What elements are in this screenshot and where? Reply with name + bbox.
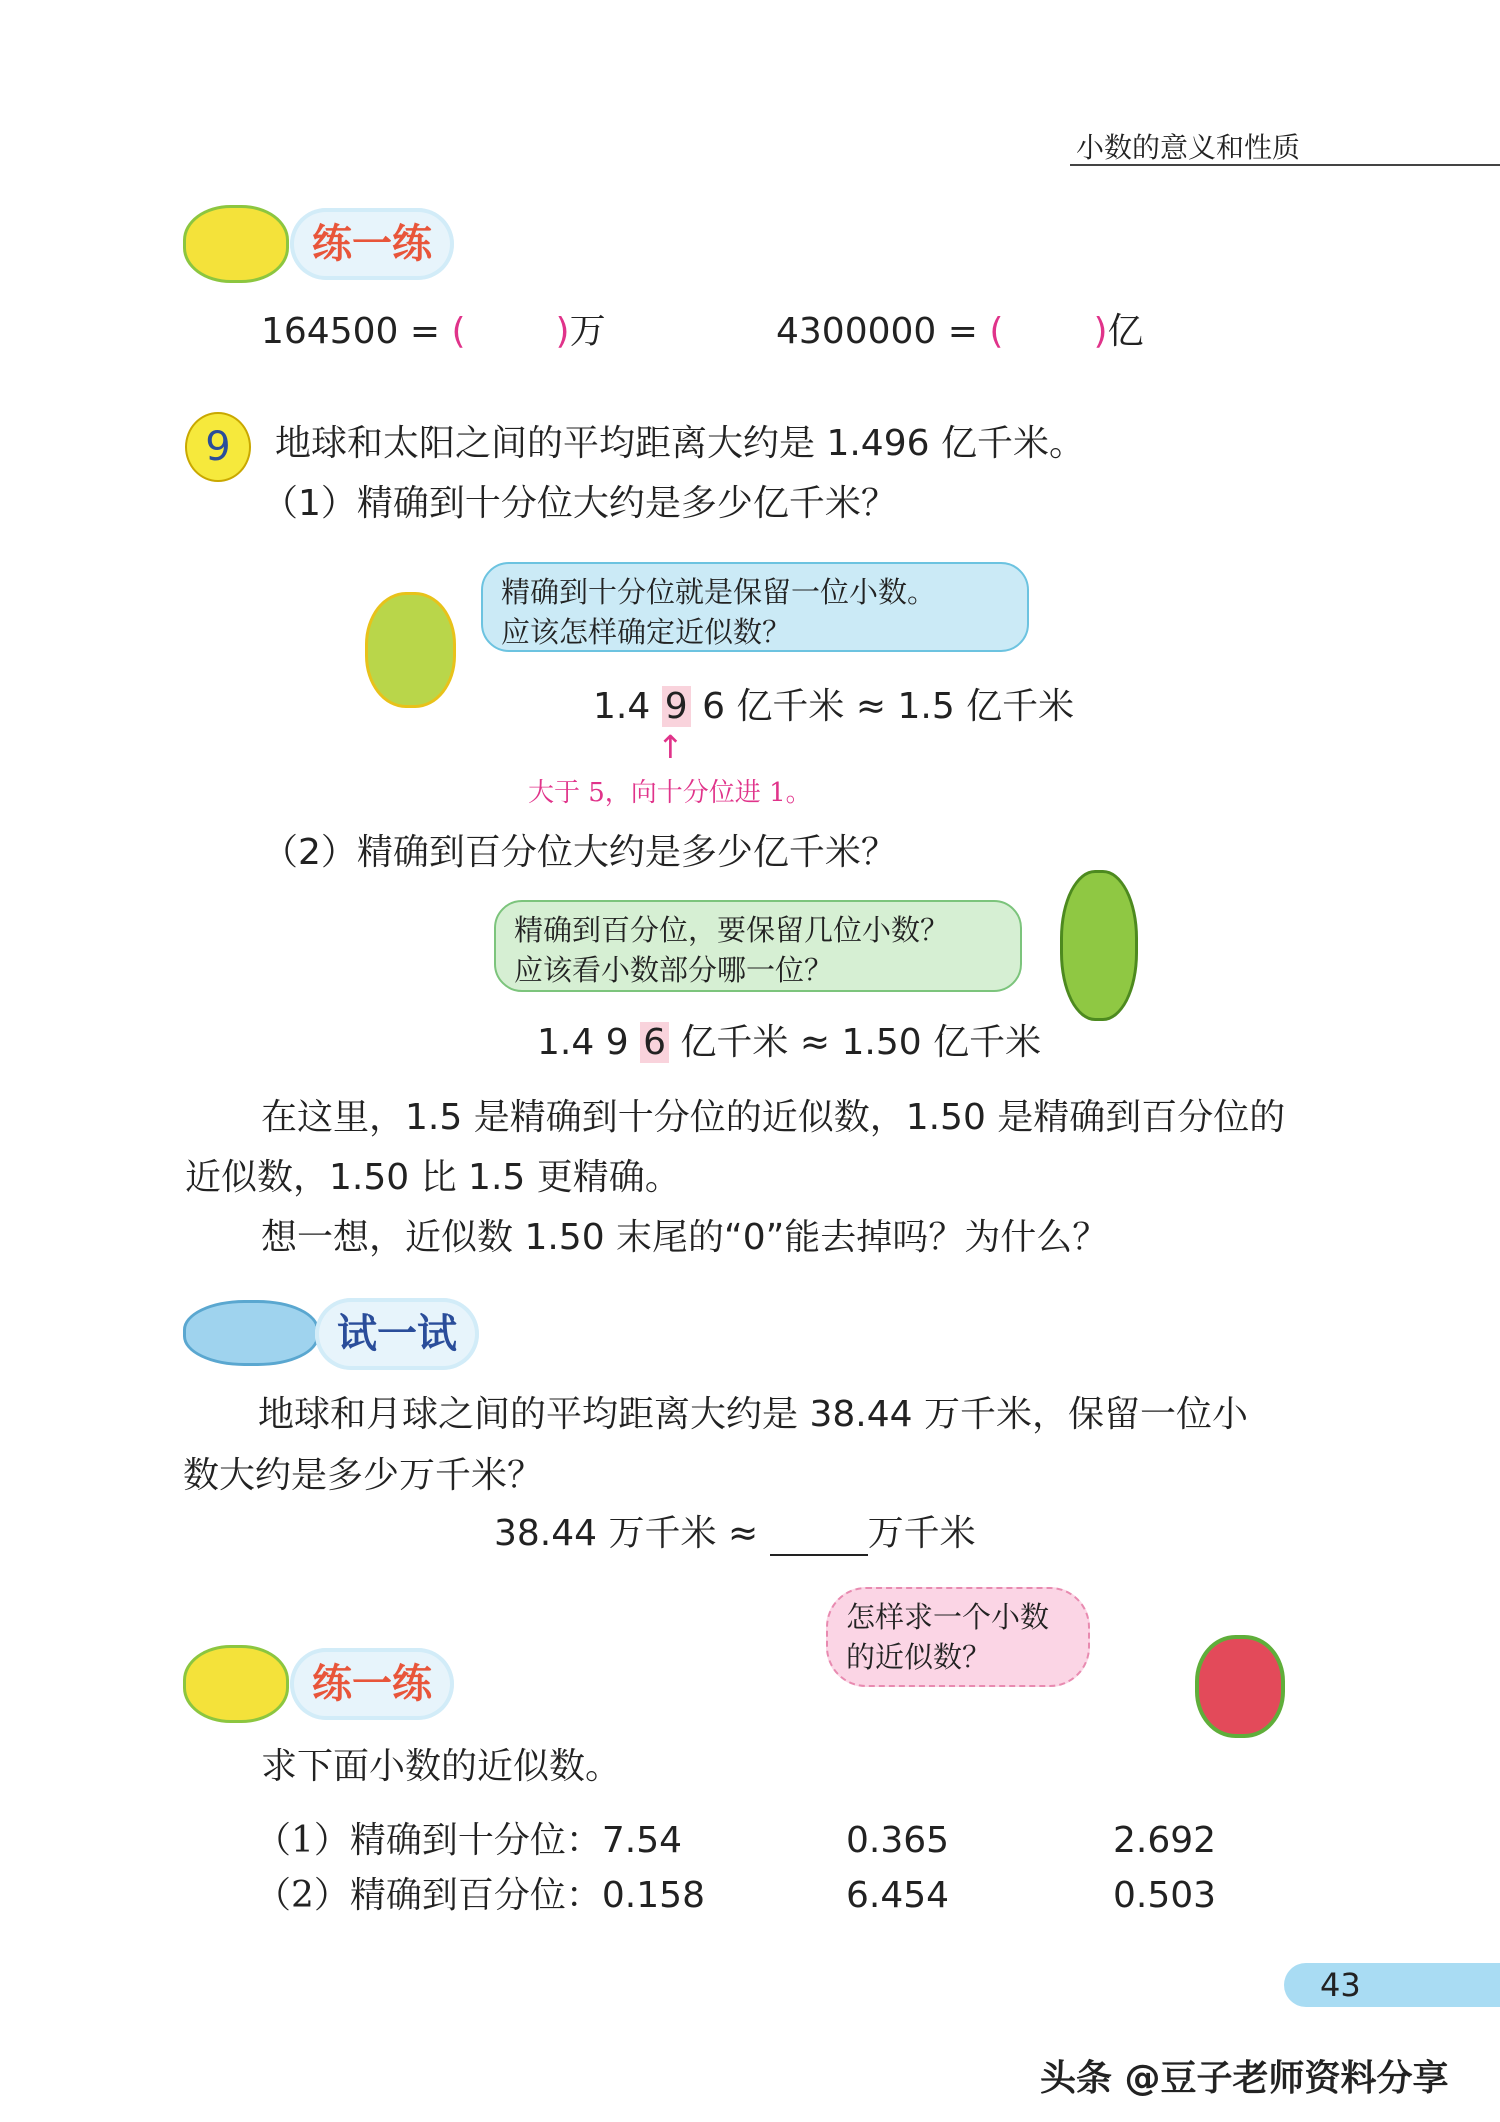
bubble-line: 精确到十分位就是保留一位小数。 (501, 575, 937, 609)
highlighted-digit: 6 (640, 1022, 669, 1063)
question-2: （2）精确到百分位大约是多少亿千米？ (262, 832, 897, 873)
formula-part: 1.4 (593, 686, 651, 727)
paragraph: 地球和月球之间的平均距离大约是 38.44 万千米，保留一位小 (258, 1394, 1248, 1435)
practice-badge: 练一练 (290, 1648, 454, 1720)
paragraph: 数大约是多少万千米？ (183, 1455, 544, 1496)
practice-badge: 练一练 (290, 208, 454, 280)
chick-motorbike-icon (183, 1645, 289, 1723)
instruction: 求下面小数的近似数。 (261, 1746, 622, 1787)
radish-character-icon (1195, 1635, 1285, 1738)
eq-left: 38.44 万千米 ≈ (494, 1513, 759, 1554)
formula-2 (537, 1021, 1041, 1065)
chapter-title: 小数的意义和性质 (1076, 131, 1301, 164)
question-1: （1）精确到十分位大约是多少亿千米？ (262, 483, 897, 524)
eq2-unit: 亿 (1107, 311, 1144, 352)
eq1-left: 164500 = (261, 311, 441, 352)
eq1-unit: 万 (569, 311, 606, 352)
eq2-left: 4300000 = (776, 311, 978, 352)
bubble-line: 应该看小数部分哪一位？ (514, 953, 834, 987)
answer-blank[interactable] (770, 1518, 868, 1556)
equation-2 (776, 310, 1144, 354)
eq-unit: 万千米 (867, 1513, 976, 1554)
bean-character-icon (1060, 870, 1138, 1021)
equation-1 (261, 310, 606, 354)
page-number: 43 (1284, 1963, 1500, 2007)
exercise-row (255, 1874, 705, 1918)
try-equation (494, 1512, 976, 1556)
corn-character-icon (365, 592, 456, 708)
value: 2.692 (1113, 1820, 1217, 1861)
example-number-badge: 9 (185, 412, 251, 482)
bubble-line: 精确到百分位，要保留几位小数？ (514, 913, 950, 947)
row-label: （1）精确到十分位： (255, 1820, 602, 1861)
paren-close: ) (1093, 311, 1108, 352)
value: 0.158 (601, 1875, 705, 1916)
paragraph: 在这里，1.5 是精确到十分位的近似数，1.50 是精确到百分位的 (261, 1097, 1286, 1138)
speech-bubble-1 (481, 562, 1029, 652)
formula-part: 亿千米 ≈ 1.50 亿千米 (680, 1022, 1042, 1063)
bubble-line: 应该怎样确定近似数？ (501, 615, 792, 649)
row-label: （2）精确到百分位： (255, 1875, 602, 1916)
bubble-line: 的近似数？ (846, 1640, 992, 1674)
formula-1 (593, 685, 1074, 729)
rounding-note: 大于 5，向十分位进 1。 (528, 778, 812, 808)
thought-bubble (826, 1587, 1090, 1687)
formula-part: 1.4 9 (537, 1022, 629, 1063)
paren-close: ) (555, 311, 570, 352)
header-divider (1070, 164, 1500, 166)
value: 6.454 (846, 1875, 950, 1916)
value: 7.54 (601, 1820, 683, 1861)
paragraph: 想一想，近似数 1.50 末尾的“0”能去掉吗？为什么？ (261, 1217, 1109, 1258)
example-statement: 地球和太阳之间的平均距离大约是 1.496 亿千米。 (275, 423, 1085, 464)
formula-part: 6 亿千米 ≈ 1.5 亿千米 (702, 686, 1075, 727)
paren-open: ( (451, 311, 466, 352)
chick-motorbike-icon (183, 205, 289, 283)
value: 0.365 (846, 1820, 950, 1861)
paren-open: ( (989, 311, 1004, 352)
watermark: 头条 @豆子老师资料分享 (1040, 2058, 1449, 2099)
paragraph: 近似数，1.50 比 1.5 更精确。 (185, 1157, 681, 1198)
exercise-row (255, 1819, 682, 1863)
arrow-up-icon: ↑ (657, 728, 684, 766)
bubble-line: 怎样求一个小数 (846, 1600, 1050, 1634)
value: 0.503 (1113, 1875, 1217, 1916)
highlighted-digit: 9 (662, 686, 691, 727)
speech-bubble-2 (494, 900, 1022, 992)
chick-car-icon (183, 1300, 319, 1366)
try-badge: 试一试 (315, 1298, 479, 1370)
